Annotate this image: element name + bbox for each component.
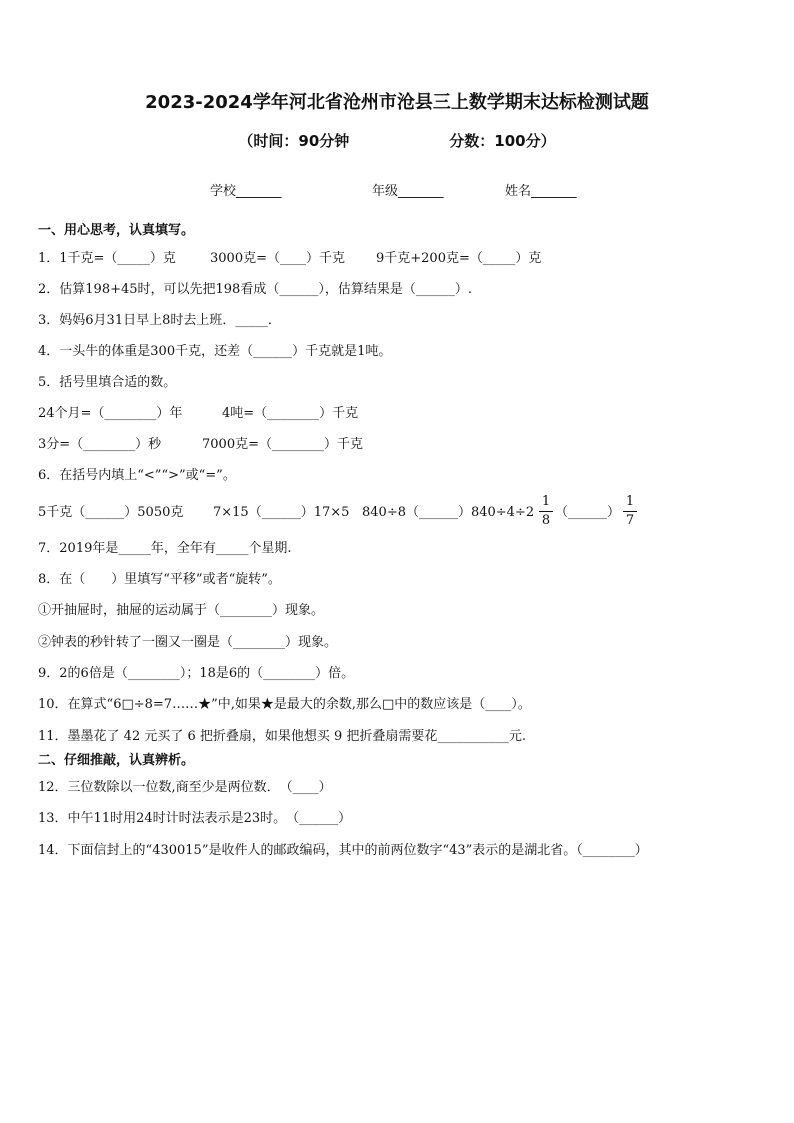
page-title: 2023-2024学年河北省沧州市沧县三上数学期末达标检测试题 [145,92,649,113]
question-10: 10．在算式“6□÷8=7……★”中,如果★是最大的余数,那么□中的数应该是（____）。 [38,697,531,712]
q1-part-c: 9千克+200克=（_____）克 [376,251,542,266]
name-field[interactable]: 姓名_______ [505,184,577,199]
question-12: 12．三位数除以一位数,商至少是两位数． （____） [38,780,332,795]
total-score: 分数：100分） [449,132,556,150]
q6-fraction-blank: （______） [555,505,621,520]
q6-part-c: 840÷8（______）840÷4÷2 [362,505,535,520]
question-11: 11．墨墨花了 42 元买了 6 把折叠扇，如果他想买 9 把折叠扇需要花___________元. [38,729,527,744]
section-1-heading: 一、用心思考，认真填写。 [38,223,195,238]
fraction-2-denominator: 7 [625,513,635,528]
q1-part-b: 3000克=（____）千克 [210,251,345,266]
school-field[interactable]: 学校_______ [210,184,282,199]
q6-fraction-2 [623,494,637,529]
q1-part-a: 1．1千克=（_____）克 [38,251,176,266]
q8-part-b: ②钟表的秒针转了一圈又一圈是（________）现象。 [38,635,338,650]
grade-field[interactable]: 年级_______ [372,184,444,199]
q5-row2-a: 3分=（________）秒 [38,437,162,452]
q5-row1-b: 4吨=（________）千克 [222,406,359,421]
section-2-heading: 二、仔细推敲，认真辨析。 [38,753,195,768]
question-4: 4．一头牛的体重是300千克，还差（______）千克就是1吨。 [38,344,392,359]
exam-meta [0,130,794,151]
q6-part-b: 7×15（______）17×5 [213,505,350,520]
question-8: 8．在（ ）里填写“平移”或者“旋转”。 [38,572,281,587]
question-2: 2．估算198+45时，可以先把198看成（______），估算结果是（______）. [38,282,472,297]
fraction-1-numerator: 1 [541,494,551,509]
question-14: 14．下面信封上的“430015”是收件人的邮政编码，其中的前两位数字“43”表示的是湖北省。（________） [38,843,648,858]
question-6: 6．在括号内填上“<”“>”或“=”。 [38,468,236,483]
question-7: 7．2019年是_____年，全年有_____个星期. [38,541,292,556]
q8-part-a: ①开抽屉时，抽屉的运动属于（________）现象。 [38,603,325,618]
question-5: 5．括号里填合适的数。 [38,375,177,390]
q6-part-a: 5千克（______）5050克 [38,505,184,520]
question-1 [38,250,176,268]
q6-fraction-1 [539,494,553,529]
time-limit: （时间：90分钟 [238,132,350,150]
q5-row1-a: 24个月=（________）年 [38,406,183,421]
question-3: 3．妈妈6月31日早上8时去上班．_____． [38,313,281,328]
fraction-1-denominator: 8 [541,513,551,528]
question-9: 9．2的6倍是（________）；18是6的（________）倍。 [38,666,355,681]
fraction-2-numerator: 1 [625,494,635,509]
question-13: 13．中午11时用24时计时法表示是23时。 （______） [38,811,352,826]
q5-row2-b: 7000克=（________）千克 [202,437,363,452]
